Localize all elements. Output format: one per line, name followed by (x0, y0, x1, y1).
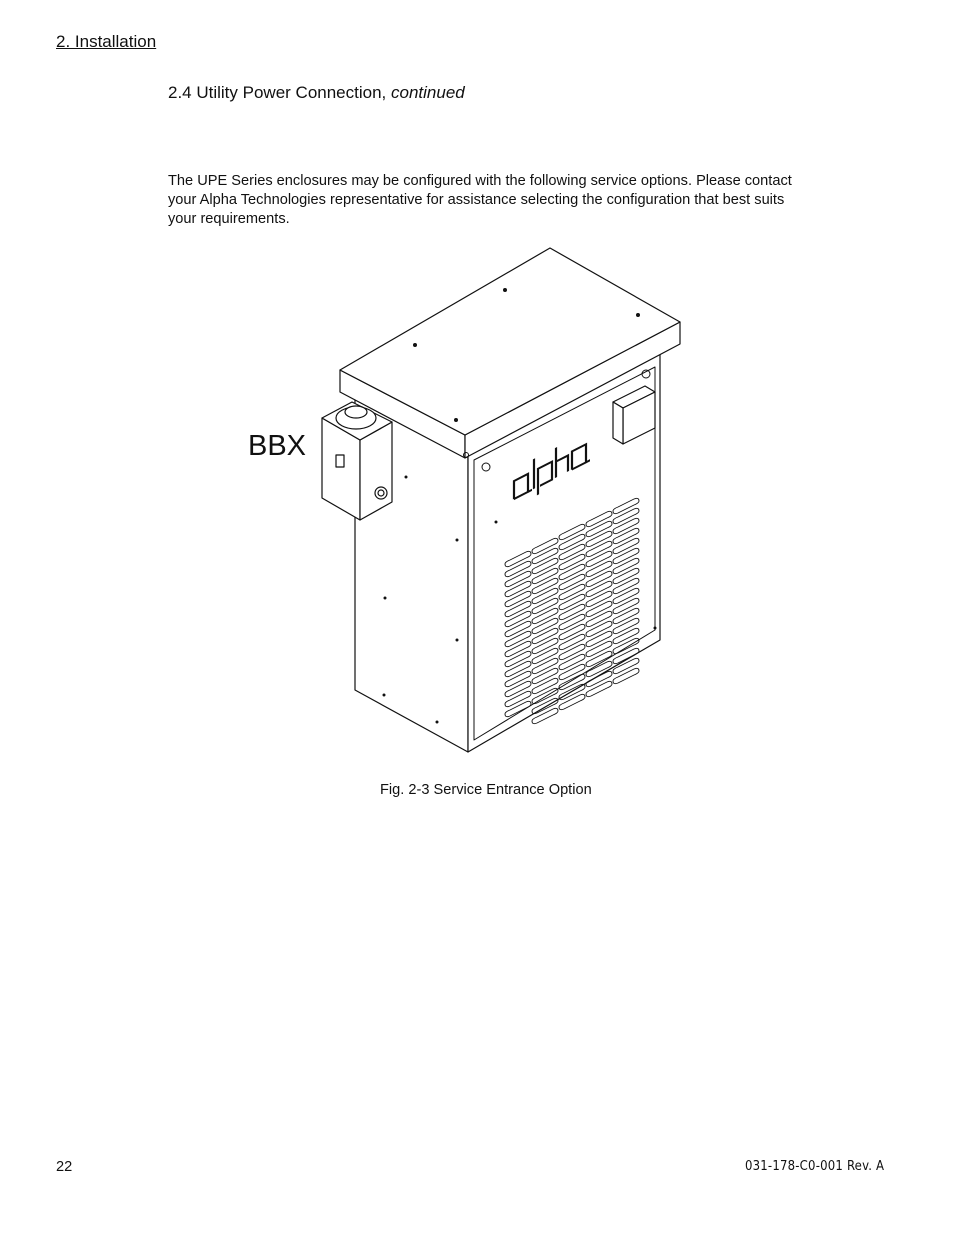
figure-label-bbx: BBX (248, 430, 307, 462)
enclosure-illustration (300, 240, 700, 760)
louver-slot (613, 668, 639, 683)
service-box-switch (336, 455, 344, 467)
meter-box-side (613, 402, 623, 444)
subsection-title-main: 2.4 Utility Power Connection, (168, 83, 391, 102)
louver-slot (586, 681, 612, 696)
figure-caption: Fig. 2-3 Service Entrance Option (380, 782, 592, 798)
subsection-title-continued: continued (391, 83, 465, 102)
page-number: 22 (56, 1159, 73, 1175)
section-heading: 2. Installation (56, 32, 157, 51)
document-number: 031-178-C0-001 Rev. A (745, 1159, 885, 1174)
intro-paragraph: The UPE Series enclosures may be configured with the following service options. Please contact your Alpha Technologies representative for assistance selecting the configuration that best suits your requirements. (168, 173, 792, 227)
subsection-title (168, 83, 465, 103)
